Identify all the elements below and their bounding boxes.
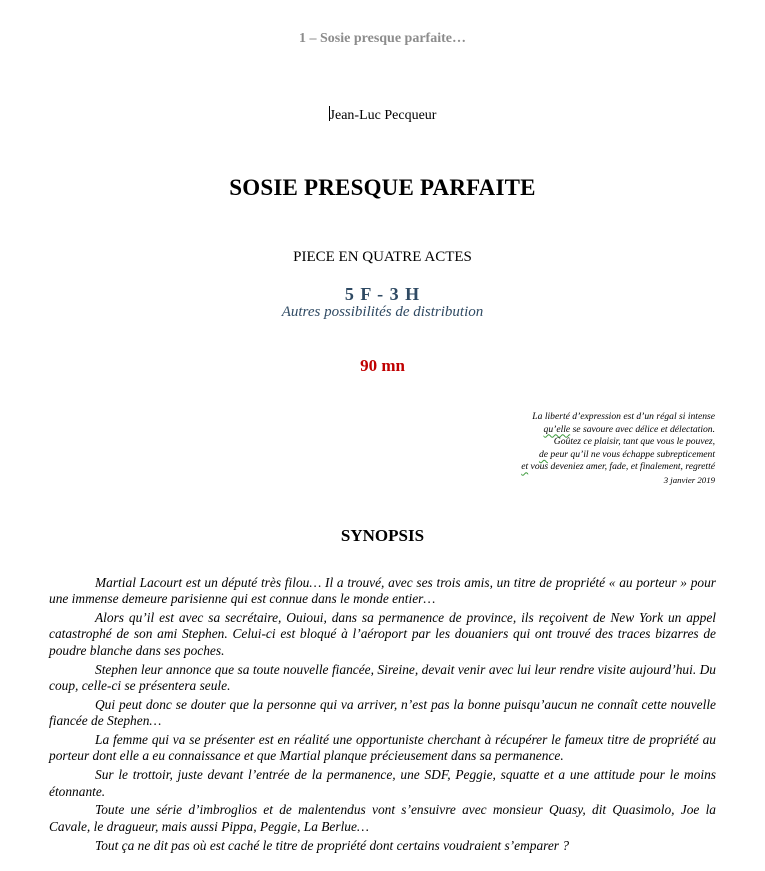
synopsis-paragraph: Martial Lacourt est un député très filou… Il a trouvé, avec ses trois amis, un titre de propriété « au porteur » pour une immense demeure parisienne qui est connue dans le monde entier… <box>49 575 716 607</box>
epigraph-text: peur qu’il ne vous échappe subrepticement <box>548 448 715 460</box>
epigraph-line <box>395 424 715 437</box>
spellcheck-word: et <box>521 461 529 473</box>
epigraph-line: La liberté d’expression est d’un régal si intense <box>532 411 715 422</box>
spellcheck-word: qu’elle <box>543 423 571 435</box>
spellcheck-word: de <box>538 448 549 460</box>
author-name: Jean-Luc Pecqueur <box>329 108 437 123</box>
epigraph-text: vous deveniez amer, fade, et finalement, regretté <box>528 461 715 473</box>
play-duration: 90 mn <box>360 356 405 375</box>
synopsis-paragraph: Toute une série d’imbroglios et de malentendus vont s’ensuivre avec monsieur Quasy, dit Quasimolo, Joe la Cavale, le dragueur, mais aussi Pippa, Peggie, La Berlue… <box>49 802 716 834</box>
play-title: SOSIE PRESQUE PARFAITE <box>229 175 536 200</box>
synopsis-body <box>49 575 716 857</box>
epigraph-line <box>395 449 715 462</box>
epigraph-date: 3 janvier 2019 <box>663 474 715 485</box>
play-subtitle: PIECE EN QUATRE ACTES <box>293 249 472 265</box>
epigraph-line <box>395 461 715 474</box>
synopsis-paragraph: Sur le trottoir, juste devant l’entrée de la permanence, une SDF, Peggie, squatte et a une attitude pour le moins étonnante. <box>49 767 716 799</box>
cast-count: 5 F - 3 H <box>344 284 421 304</box>
running-header: 1 – Sosie presque parfaite… <box>299 31 466 46</box>
epigraph-line: Goûtez ce plaisir, tant que vous le pouvez, <box>553 436 715 448</box>
synopsis-paragraph: Stephen leur annonce que sa toute nouvelle fiancée, Sireine, devait venir avec lui leur rendre visite aujourd’hui. Du coup, celle-ci se présentera seule. <box>49 661 716 693</box>
synopsis-paragraph: Alors qu’il est avec sa secrétaire, Ouioui, dans sa permanence de province, ils reçoivent de New York un appel catastrophé de son ami Stephen. Celui-ci est bloqué à l’aéroport par les douaniers qui ont trouvé des traces bizarres de poudre blanche dans ses poches. <box>49 610 716 658</box>
epigraph-text: se savoure avec délice et délectation. <box>570 423 715 435</box>
synopsis-heading: SYNOPSIS <box>340 526 425 545</box>
synopsis-paragraph: Qui peut donc se douter que la personne qui va arriver, n’est pas la bonne puisqu’aucun ne connaît cette nouvelle fiancée de Stephen… <box>49 696 716 729</box>
distribution-note: Autres possibilités de distribution <box>281 304 484 320</box>
synopsis-paragraph: Tout ça ne dit pas où est caché le titre de propriété dont certains voudraient s’emparer ? <box>95 837 570 853</box>
synopsis-paragraph: La femme qui va se présenter est en réalité une opportuniste cherchant à récupérer le fameux titre de propriété au porteur dont elle a eu connaissance et que Martial planque précieusement dans sa permanence. <box>49 732 716 764</box>
epigraph <box>395 411 715 487</box>
author-line <box>0 106 765 124</box>
